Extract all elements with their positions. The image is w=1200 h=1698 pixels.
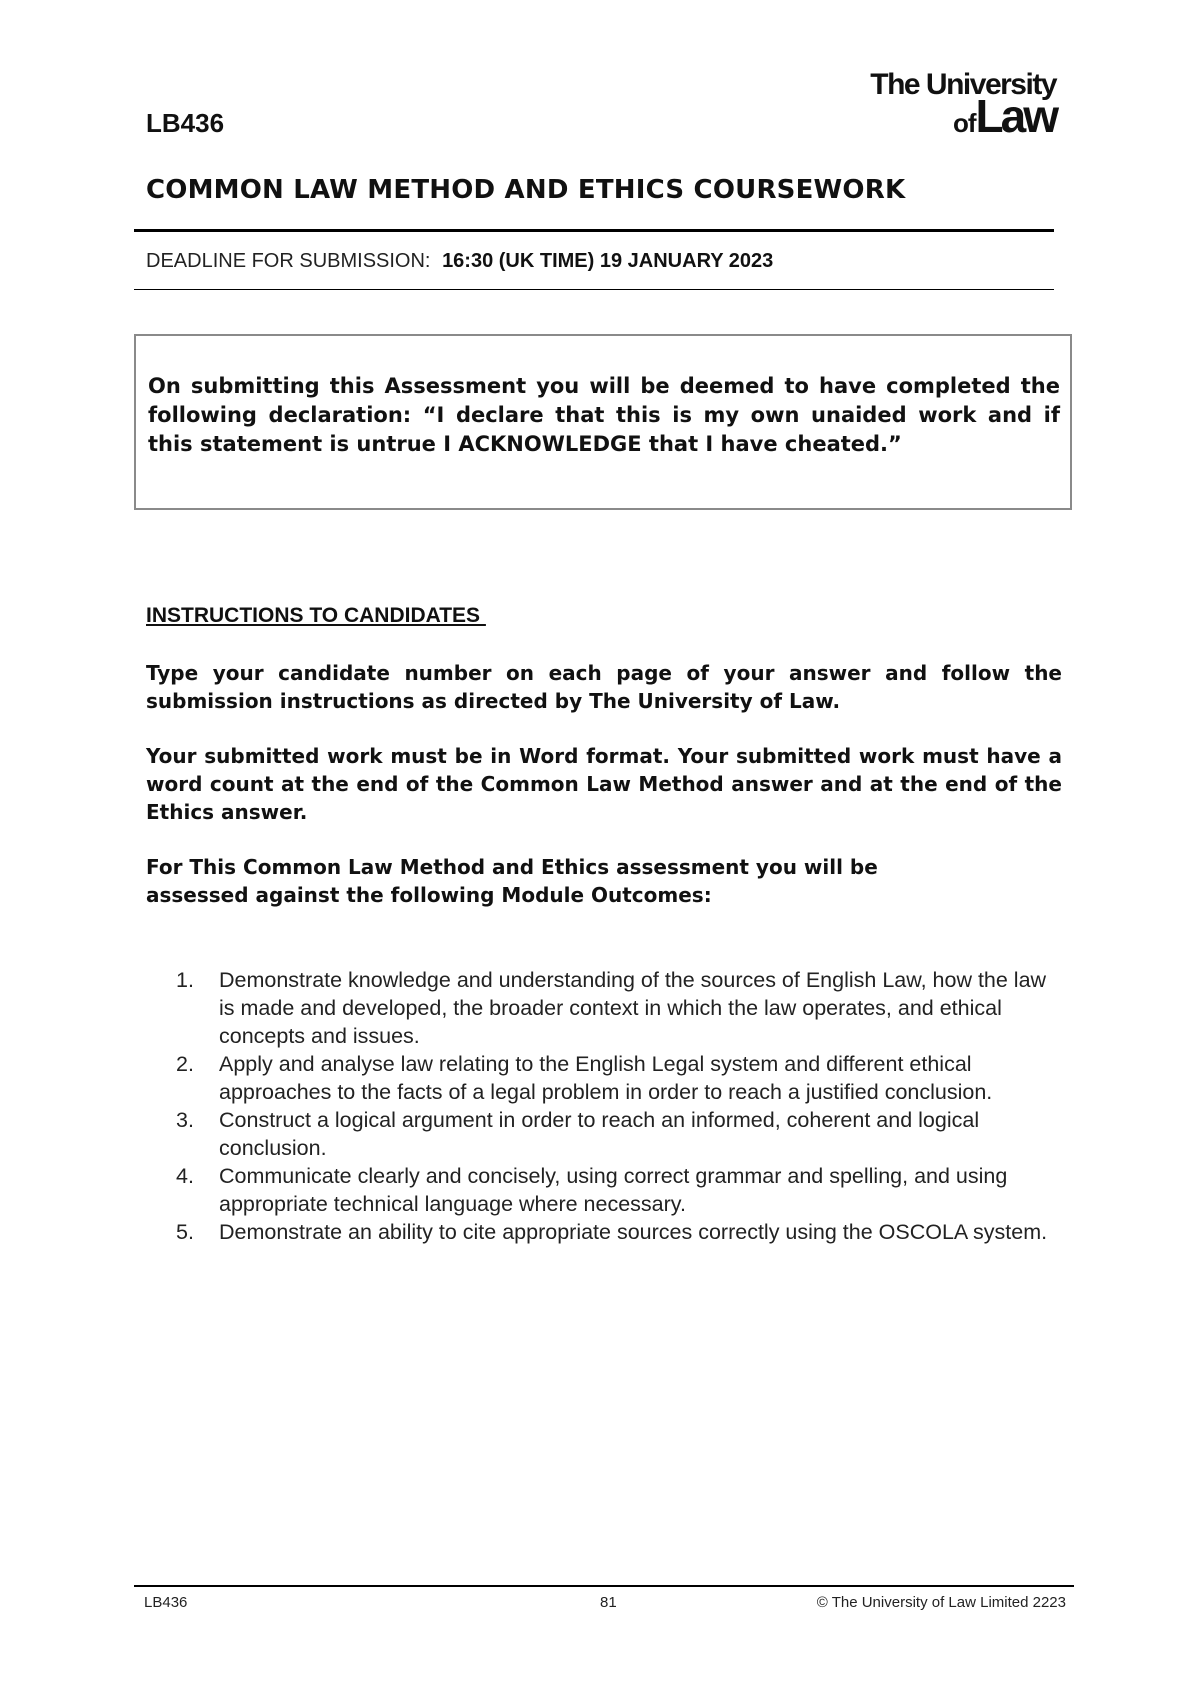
logo-of: of (952, 108, 976, 138)
list-item-text: Apply and analyse law relating to the English Legal system and different ethical approaches to the facts of a legal problem in order to reach a justified conclusion. (219, 1052, 993, 1104)
list-item-number: 4. (176, 1164, 194, 1188)
deadline-value: 16:30 (UK TIME) 19 JANUARY 2023 (442, 250, 774, 272)
list-item-number: 5. (176, 1220, 194, 1244)
instruction-paragraph: For This Common Law Method and Ethics assessment you will be assessed against the following Module Outcomes: (146, 855, 878, 907)
deadline-row (146, 250, 773, 273)
list-item-text: Communicate clearly and concisely, using correct grammar and spelling, and using appropriate technical language where necessary. (219, 1164, 1008, 1216)
instruction-paragraph: Your submitted work must be in Word format. Your submitted work must have a word count at the end of the Common Law Method answer and at the end of the Ethics answer. (146, 744, 1062, 824)
instruction-paragraph: Type your candidate number on each page of your answer and follow the submission instructions as directed by The University of Law. (146, 661, 1062, 713)
footer-module-code: LB436 (144, 1594, 188, 1611)
list-item (176, 1162, 1056, 1218)
instructions-heading: INSTRUCTIONS TO CANDIDATES (146, 604, 486, 627)
footer-divider (134, 1585, 1074, 1587)
page-title: COMMON LAW METHOD AND ETHICS COURSEWORK (146, 175, 906, 205)
university-logo (806, 68, 1056, 142)
header-divider-bottom (134, 289, 1054, 290)
logo-line2 (953, 91, 1056, 153)
list-item-number: 2. (176, 1052, 194, 1076)
module-code: LB436 (146, 108, 225, 138)
list-item-number: 3. (176, 1108, 194, 1132)
list-item-text: Construct a logical argument in order to reach an informed, coherent and logical conclusion. (219, 1108, 980, 1160)
header-divider-top (134, 229, 1054, 232)
list-item-text: Demonstrate an ability to cite appropriate sources correctly using the OSCOLA system. (219, 1220, 1048, 1244)
deadline-label: DEADLINE FOR SUBMISSION: (146, 250, 431, 272)
declaration-text: On submitting this Assessment you will be deemed to have completed the following declaration: “I declare that this is my own unaided work and if this statement is untrue I ACKNOWLEDGE that I have cheated.” (148, 374, 1060, 456)
logo-line1: The University (870, 68, 1056, 101)
list-item (176, 1050, 1056, 1106)
list-item (176, 1218, 1056, 1246)
list-item (176, 1106, 1056, 1162)
footer-copyright: © The University of Law Limited 2223 (816, 1594, 1066, 1611)
list-item-number: 1. (176, 968, 194, 992)
module-outcomes-list (176, 966, 1056, 1246)
logo-law: Law (975, 90, 1056, 142)
list-item (176, 966, 1056, 1050)
declaration-box (134, 334, 1072, 510)
footer-page-number: 81 (600, 1594, 617, 1611)
list-item-text: Demonstrate knowledge and understanding of the sources of English Law, how the law is made and developed, the broader context in which the law operates, and ethical concepts and issues. (219, 968, 1047, 1048)
